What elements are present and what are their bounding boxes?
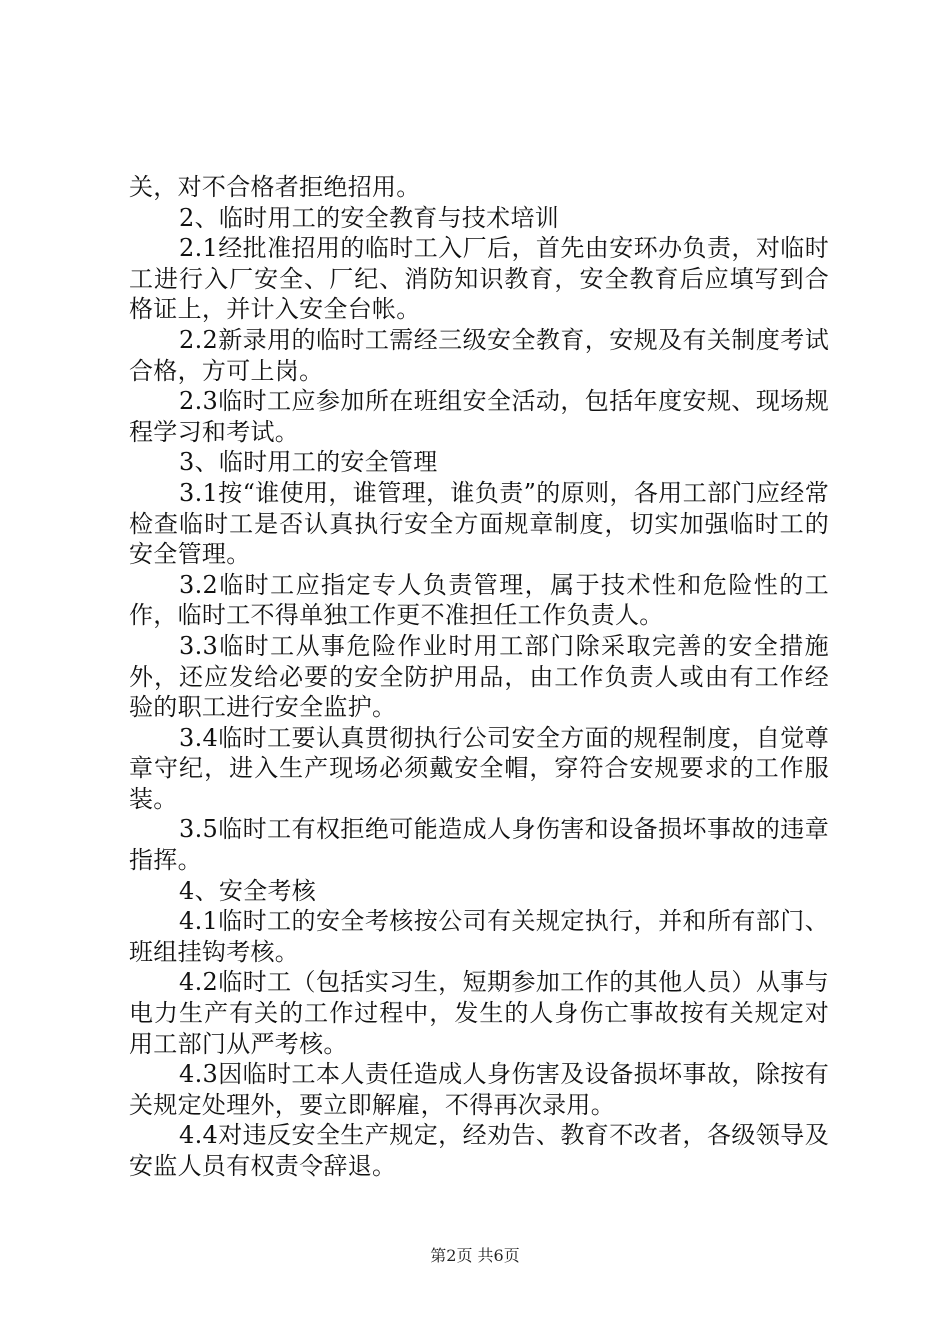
clause-3-3: 3.3临时工从事危险作业时用工部门除采取完善的安全措施外，还应发给必要的安全防护用品，由工作负责人或由有工作经验的职工进行安全监护。	[129, 631, 829, 722]
clause-3-4: 3.4临时工要认真贯彻执行公司安全方面的规程制度，自觉尊章守纪，进入生产现场必须戴安全帽，穿符合安规要求的工作服装。	[129, 723, 829, 813]
page-number-footer: 第2页 共6页	[430, 1246, 520, 1265]
clause-4-4: 4.4对违反安全生产规定，经劝告、教育不改者，各级领导及安监人员有权责令辞退。	[129, 1121, 829, 1180]
document-body	[129, 172, 829, 1182]
paragraph-continuation: 关，对不合格者拒绝招用。	[129, 173, 421, 201]
clause-4-1: 4.1临时工的安全考核按公司有关规定执行，并和所有部门、班组挂钩考核。	[129, 907, 829, 966]
clause-2-2: 2.2新录用的临时工需经三级安全教育，安规及有关制度考试合格，方可上岗。	[129, 325, 829, 385]
clause-4-2: 4.2临时工（包括实习生，短期参加工作的其他人员）从事与电力生产有关的工作过程中，发生的人身伤亡事故按有关规定对用工部门从严考核。	[129, 968, 829, 1058]
clause-4-3: 4.3因临时工本人责任造成人身伤害及设备损坏事故，除按有关规定处理外，要立即解雇，不得再次录用。	[129, 1060, 829, 1119]
clause-3-1: 3.1按“谁使用，谁管理，谁负责”的原则，各用工部门应经常检查临时工是否认真执行安全方面规章制度，切实加强临时工的安全管理。	[129, 478, 829, 569]
clause-3-2: 3.2临时工应指定专人负责管理，属于技术性和危险性的工作，临时工不得单独工作更不准担任工作负责人。	[129, 570, 829, 630]
clause-2-1: 2.1经批准招用的临时工入厂后，首先由安环办负责，对临时工进行入厂安全、厂纪、消防知识教育，安全教育后应填写到合格证上，并计入安全台帐。	[129, 234, 829, 324]
section-heading-3: 3、临时用工的安全管理	[179, 448, 438, 477]
clause-2-3: 2.3临时工应参加所在班组安全活动，包括年度安规、现场规程学习和考试。	[129, 387, 829, 446]
section-heading-4: 4、安全考核	[179, 876, 317, 905]
clause-3-5: 3.5临时工有权拒绝可能造成人身伤害和设备损坏事故的违章指挥。	[129, 815, 829, 875]
section-heading-2: 2、临时用工的安全教育与技术培训	[179, 203, 560, 232]
